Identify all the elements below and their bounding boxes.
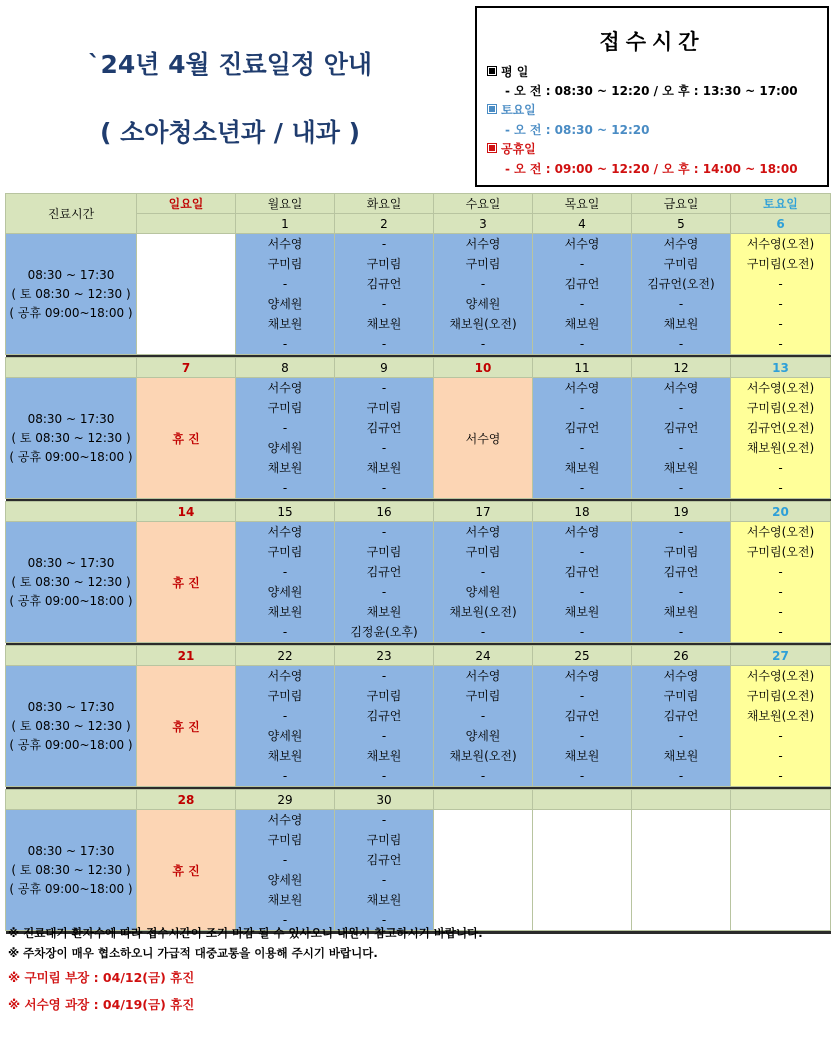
doctor-entry: -: [381, 769, 387, 783]
day-cell: [632, 810, 731, 931]
day-cell: [632, 378, 731, 499]
doctor-entry: 서수영: [564, 237, 600, 251]
doctor-entry: -: [778, 317, 783, 331]
hours-line: ( 토 08:30 ~ 12:30 ): [11, 718, 131, 733]
note-closure-seo: ※ 서수영 과장 : 04/19(금) 휴진: [8, 997, 195, 1012]
doctor-entry: 서수영: [564, 525, 600, 539]
doctor-entry: -: [778, 297, 783, 311]
doctor-entry: -: [579, 689, 585, 703]
reception-heading: 접수시간: [599, 30, 705, 54]
doctor-entry: -: [381, 337, 387, 351]
doctor-entry: 채보원(오전): [449, 317, 517, 331]
day-cell: [434, 378, 533, 499]
hours-line: ( 공휴 09:00~18:00 ): [9, 593, 133, 608]
doctor-entry: 채보원(오전): [449, 749, 517, 763]
day-number: 25: [533, 646, 632, 666]
doctor-entry: -: [381, 585, 387, 599]
doctor-entry: 김규언: [366, 421, 402, 435]
doctor-entry: -: [282, 481, 288, 495]
day-number: 7: [137, 358, 236, 378]
doctor-name: 서수영: [465, 431, 501, 446]
day-cell: [434, 666, 533, 787]
day-cell: [731, 666, 831, 787]
doctor-entry: 서수영: [564, 381, 600, 395]
doctor-entry: 채보원: [267, 749, 303, 763]
day-number: 6: [731, 214, 831, 234]
doctor-entry: 김규언: [366, 277, 402, 291]
day-cell: [335, 666, 434, 787]
day-number: 24: [434, 646, 533, 666]
doctor-entry: -: [778, 605, 783, 619]
page-subtitle: ( 소아청소년과 / 내과 ): [100, 118, 360, 147]
day-cell: [533, 810, 632, 931]
schedule-calendar: [5, 193, 831, 934]
doctor-entry: -: [282, 277, 288, 291]
hours-line: ( 토 08:30 ~ 12:30 ): [11, 286, 131, 301]
page-title: `24년 4월 진료일정 안내: [88, 50, 372, 79]
day-cell: [731, 810, 831, 931]
doctor-entry: -: [678, 769, 684, 783]
doctor-entry: -: [282, 853, 288, 867]
day-number: 13: [731, 358, 831, 378]
doctor-entry: 채보원: [267, 893, 303, 907]
day-number: 18: [533, 502, 632, 522]
day-number: 2: [335, 214, 434, 234]
doctor-entry: -: [381, 441, 387, 455]
doctor-entry: -: [579, 585, 585, 599]
hours-line: ( 토 08:30 ~ 12:30 ): [11, 574, 131, 589]
hours-line: ( 공휴 09:00~18:00 ): [9, 305, 133, 320]
doctor-entry: 양세원: [465, 297, 501, 311]
hours-cell: [6, 810, 137, 931]
day-cell: [335, 522, 434, 643]
doctor-entry: 구미림(오전): [746, 689, 815, 703]
day-cell: [533, 234, 632, 355]
doctor-entry: 서수영: [267, 381, 303, 395]
doctor-entry: 김규언: [366, 709, 402, 723]
doctor-entry: 구미림(오전): [746, 401, 815, 415]
doctor-entry: 구미림(오전): [746, 545, 815, 559]
doctor-entry: -: [480, 337, 486, 351]
doctor-entry: 구미림: [663, 545, 699, 559]
holiday-label: 공휴일: [487, 140, 536, 157]
doctor-entry: -: [579, 337, 585, 351]
square-bullet-icon: [487, 66, 497, 76]
day-cell: [137, 234, 236, 355]
day-cell: [533, 378, 632, 499]
doctor-entry: -: [579, 401, 585, 415]
doctor-entry: 구미림: [267, 545, 303, 559]
doctor-entry: 채보원: [564, 749, 600, 763]
doctor-entry: -: [381, 237, 387, 251]
doctor-entry: -: [778, 337, 783, 351]
day-cell: [632, 234, 731, 355]
doctor-entry: -: [778, 729, 783, 743]
doctor-entry: -: [480, 769, 486, 783]
doctor-entry: 채보원: [663, 461, 699, 475]
doctor-entry: 김규언: [366, 565, 402, 579]
doctor-entry: 서수영: [267, 525, 303, 539]
weekday-header: 토요일: [731, 194, 831, 214]
doctor-entry: 채보원(오전): [746, 709, 815, 723]
doctor-entry: -: [778, 625, 783, 639]
doctor-entry: 김규언(오전): [746, 421, 815, 435]
day-cell: [236, 378, 335, 499]
day-number: 28: [137, 790, 236, 810]
doctor-entry: 구미림: [267, 833, 303, 847]
time-spacer: [6, 646, 137, 666]
doctor-entry: 채보원: [366, 461, 402, 475]
doctor-entry: 채보원: [564, 605, 600, 619]
doctor-entry: 김규언: [564, 709, 600, 723]
doctor-entry: 구미림: [465, 545, 501, 559]
day-cell: [434, 810, 533, 931]
weekday-header: 금요일: [632, 194, 731, 214]
doctor-entry: 채보원: [663, 605, 699, 619]
doctor-entry: 채보원: [366, 605, 402, 619]
doctor-entry: -: [579, 297, 585, 311]
doctor-entry: 서수영: [663, 237, 699, 251]
day-number: 27: [731, 646, 831, 666]
day-number: [434, 790, 533, 810]
day-number: 30: [335, 790, 434, 810]
doctor-entry: -: [678, 585, 684, 599]
note-parking: ※ 주차장이 매우 협소하오니 가급적 대중교통을 이용해 주시기 바랍니다.: [8, 946, 378, 960]
doctor-entry: 구미림(오전): [746, 257, 815, 271]
doctor-entry: -: [381, 481, 387, 495]
weekday-header: 목요일: [533, 194, 632, 214]
doctor-entry: 서수영(오전): [746, 669, 815, 683]
weekday-header: 일요일: [137, 194, 236, 214]
hours-line: 08:30 ~ 17:30: [27, 555, 115, 570]
doctor-entry: 서수영: [267, 237, 303, 251]
doctor-entry: 서수영: [663, 669, 699, 683]
hours-line: ( 토 08:30 ~ 12:30 ): [11, 430, 131, 445]
doctor-entry: -: [678, 625, 684, 639]
day-number: 4: [533, 214, 632, 234]
day-number: 22: [236, 646, 335, 666]
doctor-entry: 구미림: [366, 689, 402, 703]
saturday-label: 토요일: [487, 101, 536, 118]
closed-label: 휴 진: [172, 719, 200, 734]
time-spacer: [6, 358, 137, 378]
doctor-entry: 김규언: [564, 421, 600, 435]
day-cell: [434, 522, 533, 643]
doctor-entry: 서수영(오전): [746, 237, 815, 251]
doctor-entry: 채보원: [663, 317, 699, 331]
doctor-entry: -: [381, 381, 387, 395]
time-header: 진료시간: [6, 194, 137, 234]
day-number: 16: [335, 502, 434, 522]
day-number: 14: [137, 502, 236, 522]
hours-line: 08:30 ~ 17:30: [27, 699, 115, 714]
doctor-entry: 구미림: [366, 257, 402, 271]
doctor-entry: -: [480, 625, 486, 639]
day-number: 29: [236, 790, 335, 810]
square-bullet-icon: [487, 104, 497, 114]
doctor-entry: 김규언: [663, 421, 699, 435]
day-cell: [236, 522, 335, 643]
doctor-entry: 구미림: [267, 689, 303, 703]
day-number: 11: [533, 358, 632, 378]
doctor-entry: 양세원: [267, 729, 303, 743]
doctor-entry: 서수영(오전): [746, 381, 815, 395]
closed-label: 휴 진: [172, 863, 200, 878]
day-number: 15: [236, 502, 335, 522]
day-number: 20: [731, 502, 831, 522]
doctor-entry: 채보원: [267, 461, 303, 475]
saturday-time: - 오 전 : 08:30 ~ 12:20: [505, 123, 650, 137]
doctor-entry: 양세원: [267, 873, 303, 887]
doctor-entry: -: [778, 769, 783, 783]
doctor-entry: 채보원: [366, 893, 402, 907]
doctor-entry: 구미림: [366, 401, 402, 415]
doctor-entry: -: [381, 813, 387, 827]
weekday-header: 월요일: [236, 194, 335, 214]
closed-label: 휴 진: [172, 575, 200, 590]
day-number: 3: [434, 214, 533, 234]
doctor-entry: -: [678, 297, 684, 311]
doctor-entry: -: [678, 337, 684, 351]
day-cell: [236, 666, 335, 787]
day-number: 21: [137, 646, 236, 666]
hours-line: 08:30 ~ 17:30: [27, 267, 115, 282]
doctor-entry: -: [579, 729, 585, 743]
time-spacer: [6, 502, 137, 522]
time-spacer: [6, 790, 137, 810]
doctor-entry: -: [282, 625, 288, 639]
day-cell: [335, 810, 434, 931]
day-number: 1: [236, 214, 335, 234]
hours-cell: [6, 378, 137, 499]
doctor-entry: -: [480, 277, 486, 291]
doctor-entry: -: [678, 401, 684, 415]
doctor-entry: 서수영: [267, 669, 303, 683]
day-cell: [137, 666, 236, 787]
doctor-entry: 김규언: [663, 565, 699, 579]
doctor-entry: -: [381, 729, 387, 743]
doctor-entry: 채보원: [366, 317, 402, 331]
day-number: 12: [632, 358, 731, 378]
doctor-entry: 구미림: [663, 257, 699, 271]
note-waiting: ※ 진료대기 환자수에 따라 접수시간이 조기 마감 될 수 있사오니 내원시 참고하시기 바랍니다.: [8, 926, 483, 940]
day-number: 17: [434, 502, 533, 522]
day-cell: [731, 234, 831, 355]
hours-line: ( 토 08:30 ~ 12:30 ): [11, 862, 131, 877]
doctor-entry: 김규언(오전): [647, 277, 715, 291]
day-number: 19: [632, 502, 731, 522]
doctor-entry: -: [282, 913, 288, 927]
day-number: 9: [335, 358, 434, 378]
doctor-entry: -: [381, 913, 387, 927]
day-cell: [335, 234, 434, 355]
doctor-entry: -: [282, 769, 288, 783]
doctor-entry: 김규언: [564, 565, 600, 579]
doctor-entry: -: [381, 297, 387, 311]
hours-cell: [6, 522, 137, 643]
note-closure-gu: ※ 구미림 부장 : 04/12(금) 휴진: [8, 970, 195, 985]
doctor-entry: 서수영: [465, 237, 501, 251]
day-number: 10: [434, 358, 533, 378]
doctor-entry: 채보원: [564, 461, 600, 475]
doctor-entry: 김규언: [663, 709, 699, 723]
doctor-entry: -: [282, 565, 288, 579]
doctor-entry: -: [282, 337, 288, 351]
doctor-entry: -: [678, 525, 684, 539]
hours-line: ( 공휴 09:00~18:00 ): [9, 881, 133, 896]
doctor-entry: 채보원(오전): [449, 605, 517, 619]
day-number: 26: [632, 646, 731, 666]
doctor-entry: -: [579, 769, 585, 783]
day-number: 5: [632, 214, 731, 234]
day-cell: [335, 378, 434, 499]
doctor-entry: 채보원(오전): [746, 441, 815, 455]
day-cell: [533, 666, 632, 787]
doctor-entry: -: [778, 585, 783, 599]
doctor-entry: -: [678, 729, 684, 743]
weekday-time: - 오 전 : 08:30 ~ 12:20 / 오 후 : 13:30 ~ 17:00: [505, 84, 798, 98]
doctor-entry: 김규언: [366, 853, 402, 867]
weekday-header: 수요일: [434, 194, 533, 214]
day-number: 23: [335, 646, 434, 666]
doctor-entry: 서수영: [564, 669, 600, 683]
doctor-entry: -: [778, 565, 783, 579]
doctor-entry: 구미림: [366, 545, 402, 559]
doctor-entry: 양세원: [465, 729, 501, 743]
doctor-entry: -: [381, 525, 387, 539]
doctor-entry: 구미림: [267, 257, 303, 271]
weekday-label: 평 일: [487, 63, 528, 80]
doctor-entry: -: [480, 565, 486, 579]
day-cell: [236, 810, 335, 931]
weekday-header: 화요일: [335, 194, 434, 214]
doctor-entry: -: [579, 257, 585, 271]
doctor-entry: 채보원: [564, 317, 600, 331]
doctor-entry: 서수영(오전): [746, 525, 815, 539]
square-bullet-icon: [487, 143, 497, 153]
holiday-time: - 오 전 : 09:00 ~ 12:20 / 오 후 : 14:00 ~ 18:00: [505, 162, 798, 176]
doctor-entry: 양세원: [267, 585, 303, 599]
hours-cell: [6, 666, 137, 787]
hours-line: ( 공휴 09:00~18:00 ): [9, 449, 133, 464]
doctor-entry: 구미림: [465, 689, 501, 703]
doctor-entry: -: [678, 441, 684, 455]
hours-line: 08:30 ~ 17:30: [27, 843, 115, 858]
doctor-entry: 서수영: [465, 669, 501, 683]
day-number: [137, 214, 236, 234]
doctor-entry: 구미림: [663, 689, 699, 703]
doctor-entry: 서수영: [267, 813, 303, 827]
day-cell: [533, 522, 632, 643]
doctor-entry: 채보원: [366, 749, 402, 763]
doctor-entry: 서수영: [663, 381, 699, 395]
day-cell: [731, 378, 831, 499]
doctor-entry: 서수영: [465, 525, 501, 539]
doctor-entry: -: [579, 625, 585, 639]
doctor-entry: 채보원: [267, 605, 303, 619]
doctor-entry: -: [579, 441, 585, 455]
doctor-entry: -: [579, 545, 585, 559]
day-number: [632, 790, 731, 810]
hours-cell: [6, 234, 137, 355]
doctor-entry: -: [778, 481, 783, 495]
doctor-entry: -: [579, 481, 585, 495]
doctor-entry: 채보원: [267, 317, 303, 331]
hours-line: 08:30 ~ 17:30: [27, 411, 115, 426]
day-number: [533, 790, 632, 810]
doctor-entry: 구미림: [366, 833, 402, 847]
doctor-entry: -: [778, 277, 783, 291]
doctor-entry: -: [778, 749, 783, 763]
doctor-entry: 양세원: [267, 297, 303, 311]
doctor-entry: -: [381, 873, 387, 887]
doctor-entry: -: [381, 669, 387, 683]
day-number: [731, 790, 831, 810]
doctor-entry: 구미림: [267, 401, 303, 415]
doctor-entry: 양세원: [465, 585, 501, 599]
day-cell: [632, 522, 731, 643]
day-cell: [137, 810, 236, 931]
doctor-entry: -: [480, 709, 486, 723]
closed-label: 휴 진: [172, 431, 200, 446]
day-cell: [434, 234, 533, 355]
day-cell: [731, 522, 831, 643]
doctor-entry: 양세원: [267, 441, 303, 455]
doctor-entry: 채보원: [663, 749, 699, 763]
doctor-entry: -: [678, 481, 684, 495]
reception-hours-box: [475, 6, 829, 187]
day-cell: [632, 666, 731, 787]
day-cell: [137, 522, 236, 643]
day-number: 8: [236, 358, 335, 378]
doctor-entry: -: [282, 421, 288, 435]
hours-line: ( 공휴 09:00~18:00 ): [9, 737, 133, 752]
doctor-entry: -: [778, 461, 783, 475]
day-cell: [236, 234, 335, 355]
day-cell: [137, 378, 236, 499]
doctor-entry: 구미림: [465, 257, 501, 271]
doctor-entry: 김규언: [564, 277, 600, 291]
doctor-entry: -: [282, 709, 288, 723]
doctor-entry: 김정윤(오후): [350, 625, 418, 639]
